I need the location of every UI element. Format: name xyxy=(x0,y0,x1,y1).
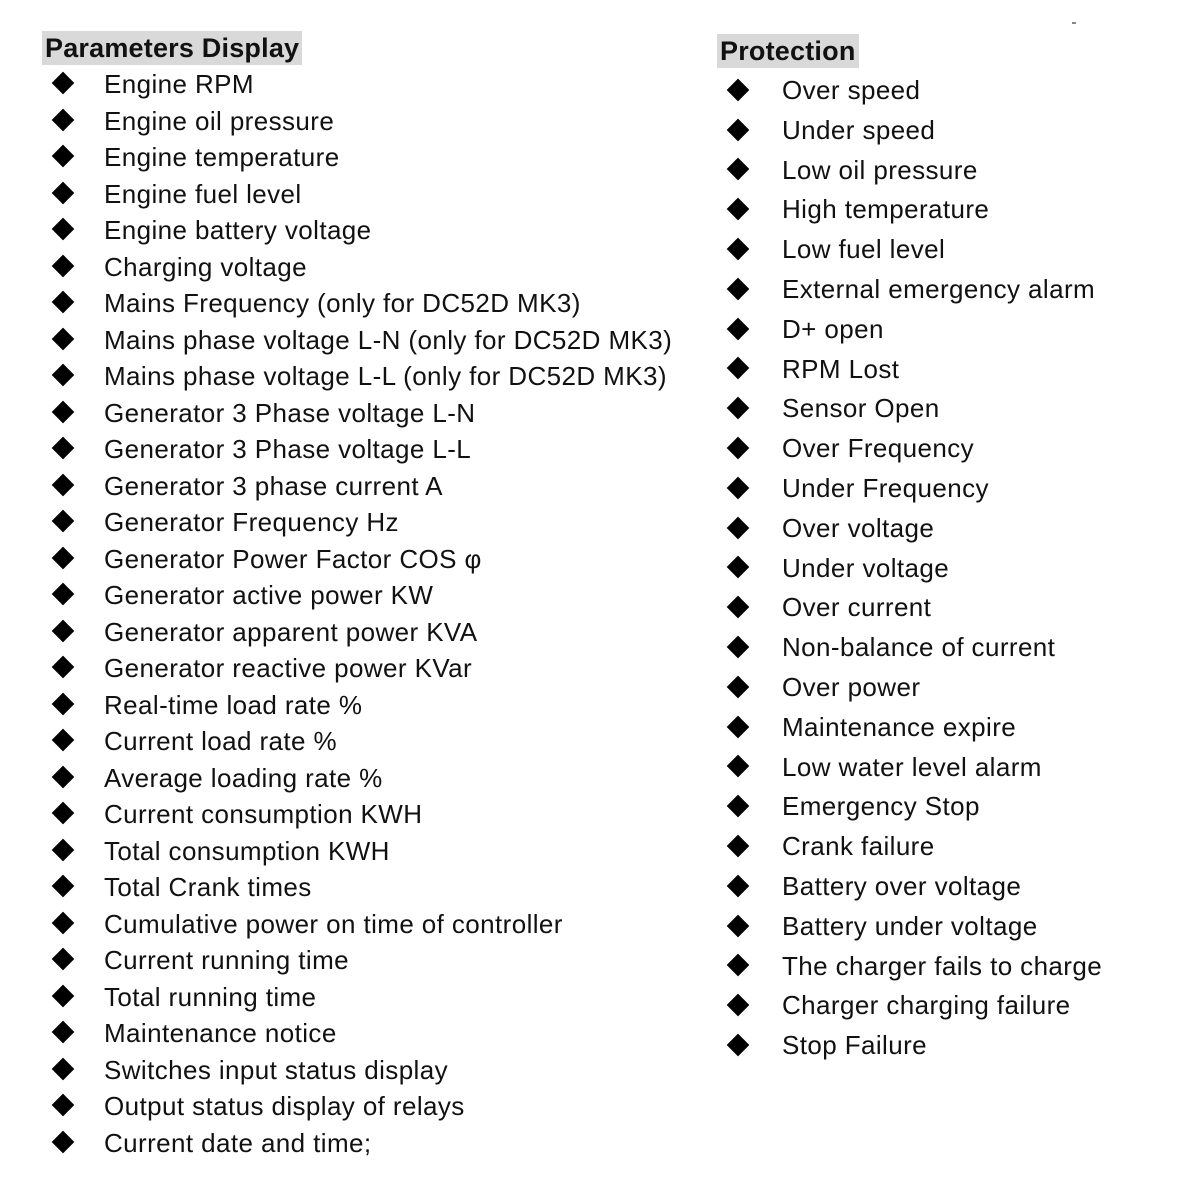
list-item-label: Generator 3 Phase voltage L-N xyxy=(104,397,476,428)
list-item-label: Non-balance of current xyxy=(782,632,1056,663)
list-item-label: High temperature xyxy=(782,194,990,225)
protection-heading: Protection xyxy=(717,34,859,68)
list-item-label: Battery under voltage xyxy=(782,910,1038,941)
list-item-label: RPM Lost xyxy=(782,353,900,384)
list-item-label: Over voltage xyxy=(782,512,935,543)
list-item-label: Under Frequency xyxy=(782,472,989,503)
list-item-label: Charger charging failure xyxy=(782,990,1071,1021)
list-item-label: Engine fuel level xyxy=(104,178,302,209)
list-item-label: Engine battery voltage xyxy=(104,215,372,245)
diamond-bullet-icon xyxy=(727,357,750,380)
diamond-bullet-icon xyxy=(52,510,75,533)
list-item-label: Crank failure xyxy=(782,831,935,862)
list-item-label: Over Frequency xyxy=(782,433,975,464)
list-item-label: Current date and time; xyxy=(104,1127,372,1158)
diamond-bullet-icon xyxy=(52,802,75,825)
list-item-label: Sensor Open xyxy=(782,393,940,424)
list-item-label: Low fuel level xyxy=(782,234,946,265)
diamond-bullet-icon xyxy=(52,400,75,423)
list-item-label: Generator active power KW xyxy=(104,580,434,610)
list-item-label: Under speed xyxy=(782,114,936,145)
list-item-label: Total Crank times xyxy=(104,872,312,902)
diamond-bullet-icon xyxy=(727,437,750,460)
diamond-bullet-icon xyxy=(727,715,750,738)
list-item-label: Engine oil pressure xyxy=(104,105,335,136)
diamond-bullet-icon xyxy=(52,948,75,971)
list-item-label: Charging voltage xyxy=(104,251,307,282)
list-item-label: Mains phase voltage L-L (only for DC52D MK3) xyxy=(104,361,667,391)
diamond-bullet-icon xyxy=(52,729,75,752)
list-item-label: Battery over voltage xyxy=(782,870,1022,901)
list-item-label: Generator Frequency Hz xyxy=(104,507,399,537)
list-item-label: Real-time load rate % xyxy=(104,689,363,720)
diamond-bullet-icon xyxy=(727,238,750,261)
diamond-bullet-icon xyxy=(52,437,75,460)
diamond-bullet-icon xyxy=(52,145,75,168)
diamond-bullet-icon xyxy=(727,636,750,659)
list-item-label: Under voltage xyxy=(782,552,950,583)
list-item-label: Mains Frequency (only for DC52D MK3) xyxy=(104,288,581,318)
diamond-bullet-icon xyxy=(52,583,75,606)
diamond-bullet-icon xyxy=(52,838,75,861)
diamond-bullet-icon xyxy=(52,1094,75,1117)
diamond-bullet-icon xyxy=(727,795,750,818)
diamond-bullet-icon xyxy=(52,692,75,715)
diamond-bullet-icon xyxy=(727,835,750,858)
list-item-label: Generator 3 phase current A xyxy=(104,470,443,501)
diamond-bullet-icon xyxy=(52,327,75,350)
diamond-bullet-icon xyxy=(727,875,750,898)
diamond-bullet-icon xyxy=(52,291,75,314)
speck-mark xyxy=(1072,22,1076,24)
diamond-bullet-icon xyxy=(52,473,75,496)
diamond-bullet-icon xyxy=(727,676,750,699)
list-item-label: Output status display of relays xyxy=(104,1091,465,1121)
diamond-bullet-icon xyxy=(727,994,750,1017)
diamond-bullet-icon xyxy=(727,596,750,619)
diamond-bullet-icon xyxy=(52,364,75,387)
diamond-bullet-icon xyxy=(52,1130,75,1153)
diamond-bullet-icon xyxy=(52,72,75,95)
list-item-label: Generator 3 Phase voltage L-L xyxy=(104,434,472,464)
list-item-label: Engine RPM xyxy=(104,69,254,99)
list-item-label: Cumulative power on time of controller xyxy=(104,908,563,939)
list-item-label: Over power xyxy=(782,671,921,702)
diamond-bullet-icon xyxy=(52,911,75,934)
diamond-bullet-icon xyxy=(52,254,75,277)
diamond-bullet-icon xyxy=(727,317,750,340)
list-item-label: Generator Power Factor COS φ xyxy=(104,543,482,574)
diamond-bullet-icon xyxy=(52,546,75,569)
list-item-label: Mains phase voltage L-N (only for DC52D MK3) xyxy=(104,324,673,355)
list-item-label: Over speed xyxy=(782,75,921,105)
diamond-bullet-icon xyxy=(727,118,750,141)
diamond-bullet-icon xyxy=(727,477,750,500)
list-item-label: Maintenance notice xyxy=(104,1018,337,1048)
diamond-bullet-icon xyxy=(727,198,750,221)
list-item-label: Switches input status display xyxy=(104,1054,448,1085)
list-item-label: D+ open xyxy=(782,313,884,344)
list-item-label: Generator apparent power KVA xyxy=(104,616,478,647)
diamond-bullet-icon xyxy=(727,278,750,301)
list-item-label: The charger fails to charge xyxy=(782,950,1103,981)
diamond-bullet-icon xyxy=(52,875,75,898)
diamond-bullet-icon xyxy=(727,914,750,937)
list-item-label: Average loading rate % xyxy=(104,762,383,793)
diamond-bullet-icon xyxy=(727,755,750,778)
list-item-label: Engine temperature xyxy=(104,142,340,172)
diamond-bullet-icon xyxy=(52,1021,75,1044)
diamond-bullet-icon xyxy=(727,954,750,977)
diamond-bullet-icon xyxy=(52,1057,75,1080)
diamond-bullet-icon xyxy=(52,765,75,788)
diamond-bullet-icon xyxy=(727,1034,750,1057)
list-item-label: Maintenance expire xyxy=(782,711,1017,742)
list-item-label: Current running time xyxy=(104,945,349,975)
diamond-bullet-icon xyxy=(727,556,750,579)
diamond-bullet-icon xyxy=(727,158,750,181)
list-item-label: External emergency alarm xyxy=(782,273,1096,304)
diamond-bullet-icon xyxy=(52,656,75,679)
list-item-label: Low oil pressure xyxy=(782,154,978,185)
diamond-bullet-icon xyxy=(52,181,75,204)
list-item-label: Current load rate % xyxy=(104,726,338,756)
list-item-label: Over current xyxy=(782,592,932,623)
list-item-label: Stop Failure xyxy=(782,1030,927,1061)
list-item-label: Total running time xyxy=(104,981,317,1012)
diamond-bullet-icon xyxy=(52,984,75,1007)
list-item-label: Low water level alarm xyxy=(782,751,1042,782)
list-item-label: Generator reactive power KVar xyxy=(104,653,473,683)
parameters-display-heading: Parameters Display xyxy=(42,31,302,65)
diamond-bullet-icon xyxy=(727,397,750,420)
list-item-label: Emergency Stop xyxy=(782,791,980,822)
diamond-bullet-icon xyxy=(52,108,75,131)
list-item-label: Total consumption KWH xyxy=(104,835,390,866)
list-item-label: Current consumption KWH xyxy=(104,799,423,829)
diamond-bullet-icon xyxy=(727,79,750,102)
diamond-bullet-icon xyxy=(727,516,750,539)
diamond-bullet-icon xyxy=(52,619,75,642)
diamond-bullet-icon xyxy=(52,218,75,241)
